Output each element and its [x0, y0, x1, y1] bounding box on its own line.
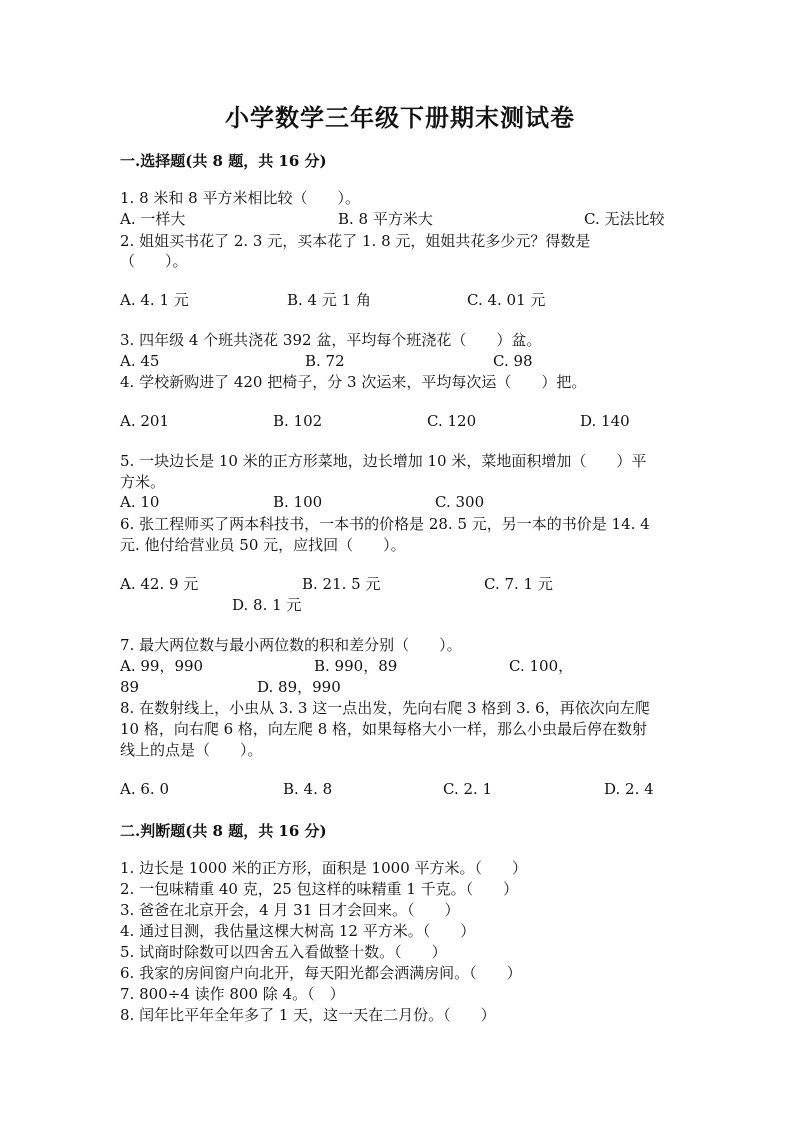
question-8-option-d: D. 2. 4	[604, 780, 654, 798]
question-3-option-a: A. 45	[120, 352, 160, 370]
question-7-option-b: B. 990，89	[314, 657, 398, 675]
question-4-option-c: C. 120	[427, 412, 477, 430]
judgment-item: 6. 我家的房间窗户向北开，每天阳光都会洒满房间。（ ）	[120, 964, 522, 982]
judgment-item: 4. 通过目测，我估量这棵大树高 12 平方米。（ ）	[120, 922, 476, 940]
question-7-option-d: D. 89，990	[257, 678, 341, 696]
question-2-option-a: A. 4. 1 元	[120, 291, 189, 309]
question-7-option-c-continued: 89	[120, 678, 140, 696]
judgment-item: 7. 800÷4 读作 800 除 4。（ ）	[120, 985, 345, 1003]
question-4-option-d: D. 140	[580, 412, 630, 430]
judgment-item: 1. 边长是 1000 米的正方形，面积是 1000 平方米。（ ）	[120, 859, 528, 877]
question-2-stem-line-2: （ ）。	[120, 252, 188, 270]
question-6-stem-line-2: 元. 他付给营业员 50 元，应找回（ ）。	[120, 536, 406, 554]
question-5-option-b: B. 100	[273, 493, 323, 511]
question-5-stem-line-1: 5. 一块边长是 10 米的正方形菜地，边长增加 10 米，菜地面积增加（ ）平	[120, 452, 647, 470]
question-2-option-c: C. 4. 01 元	[467, 291, 546, 309]
question-4-stem: 4. 学校新购进了 420 把椅子，分 3 次运来，平均每次运（ ）把。	[120, 373, 587, 391]
judgment-item: 8. 闰年比平年全年多了 1 天，这一天在二月份。（ ）	[120, 1006, 496, 1024]
question-5-option-a: A. 10	[120, 493, 160, 511]
section-heading-choice: 一.选择题(共 8 题，共 16 分)	[120, 152, 327, 170]
question-3-option-b: B. 72	[305, 352, 345, 370]
question-2-option-b: B. 4 元 1 角	[287, 291, 371, 309]
question-1-stem: 1. 8 米和 8 平方米相比较（ ）。	[120, 189, 360, 207]
question-3-option-c: C. 98	[493, 352, 533, 370]
question-8-stem-line-2: 10 格，向右爬 6 格，向左爬 8 格，如果每格大小一样，那么小虫最后停在数射	[120, 720, 648, 738]
question-8-option-a: A. 6. 0	[120, 780, 169, 798]
question-1-option-a: A. 一样大	[120, 210, 186, 228]
question-6-option-d: D. 8. 1 元	[232, 596, 302, 614]
question-8-option-c: C. 2. 1	[443, 780, 493, 798]
question-3-stem: 3. 四年级 4 个班共浇花 392 盆，平均每个班浇花（ ）盆。	[120, 331, 542, 349]
question-7-option-a: A. 99，990	[120, 657, 204, 675]
question-1-option-b: B. 8 平方米大	[338, 210, 433, 228]
question-7-stem: 7. 最大两位数与最小两位数的积和差分别（ ）。	[120, 636, 462, 654]
question-8-option-b: B. 4. 8	[283, 780, 333, 798]
question-5-stem-line-2: 方米。	[120, 473, 166, 491]
judgment-item: 3. 爸爸在北京开会，4 月 31 日才会回来。（ ）	[120, 901, 460, 919]
judgment-item: 5. 试商时除数可以四舍五入看做整十数。（ ）	[120, 943, 447, 961]
section-heading-judgment: 二.判断题(共 8 题，共 16 分)	[120, 822, 327, 840]
question-6-option-a: A. 42. 9 元	[120, 575, 199, 593]
question-6-option-b: B. 21. 5 元	[302, 575, 381, 593]
question-1-option-c: C. 无法比较	[584, 210, 665, 228]
question-5-option-c: C. 300	[435, 493, 485, 511]
question-2-stem-line-1: 2. 姐姐买书花了 2. 3 元，买本花了 1. 8 元，姐姐共花多少元？得数是	[120, 232, 591, 250]
page-title: 小学数学三年级下册期末测试卷	[225, 103, 575, 132]
question-8-stem-line-1: 8. 在数射线上，小虫从 3. 3 这一点出发，先向右爬 3 格到 3. 6，再依次向左爬	[120, 699, 650, 717]
question-8-stem-line-3: 线上的点是（ ）。	[120, 741, 263, 759]
question-6-option-c: C. 7. 1 元	[484, 575, 553, 593]
question-6-stem-line-1: 6. 张工程师买了两本科技书，一本书的价格是 28. 5 元，另一本的书价是 14. 4	[120, 515, 650, 533]
question-7-option-c: C. 100，	[509, 657, 574, 675]
judgment-item: 2. 一包味精重 40 克，25 包这样的味精重 1 千克。（ ）	[120, 880, 519, 898]
question-4-option-a: A. 201	[120, 412, 169, 430]
question-4-option-b: B. 102	[273, 412, 323, 430]
